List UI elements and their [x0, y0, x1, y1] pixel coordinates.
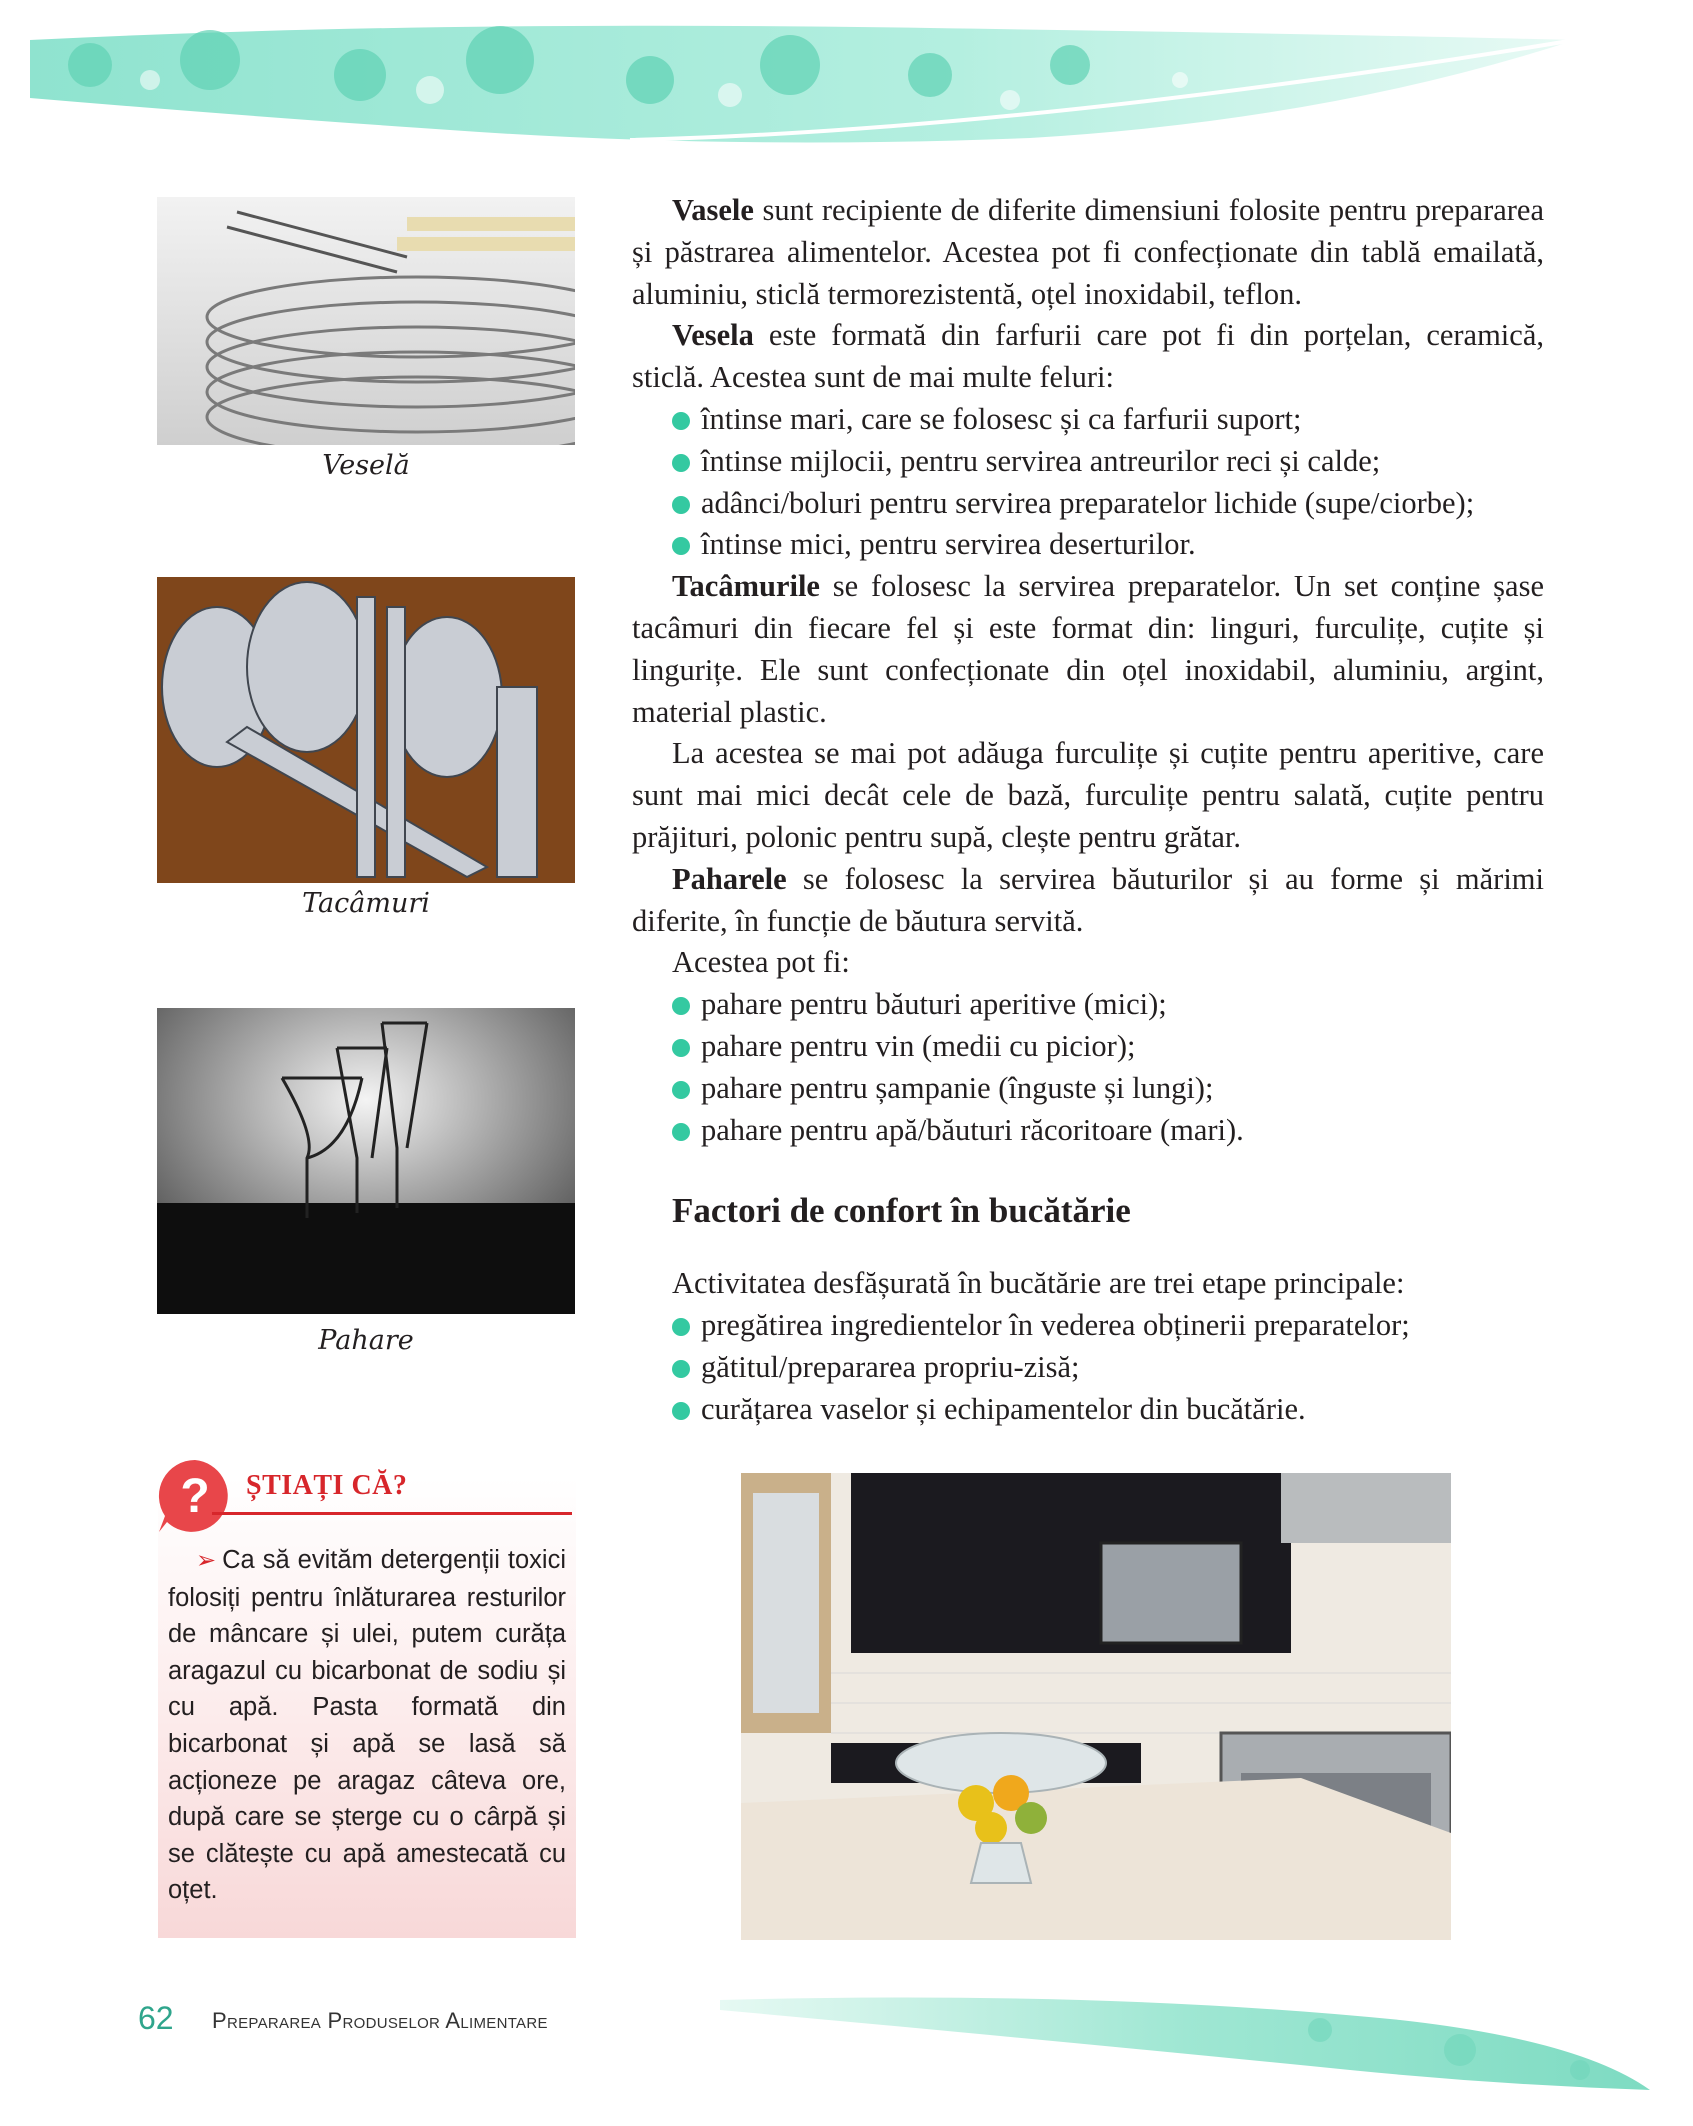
plates-photo	[157, 197, 575, 445]
list-item: curățarea vaselor și echipamentelor din bucătărie.	[672, 1389, 1544, 1431]
list-item: adânci/boluri pentru servirea preparatelor lichide (supe/ciorbe);	[672, 483, 1544, 525]
list-item: pahare pentru băuturi aperitive (mici);	[672, 984, 1544, 1026]
list-item: gătitul/prepararea propriu-zisă;	[672, 1347, 1544, 1389]
plates-caption: Veselă	[322, 450, 410, 481]
glasses-photo	[157, 1008, 575, 1314]
term-vesela: Vesela	[672, 318, 754, 353]
paragraph-paharele: Paharele se folosesc la servirea băuturilor și au forme și mărimi diferite, în funcție de băutura servită.	[632, 861, 1544, 938]
list-item: pahare pentru apă/băuturi răcoritoare (mari).	[672, 1110, 1544, 1152]
term-tacamurile: Tacâmurile	[672, 569, 820, 604]
glasses-list	[632, 984, 1544, 1151]
arrow-icon: ➢	[196, 1547, 217, 1574]
kitchen-photo	[741, 1473, 1451, 1940]
paragraph-vesela: Vesela este formată din farfurii care pot fi din porțelan, ceramică, sticlă. Acestea sunt de mai multe feluri:	[632, 318, 1544, 395]
question-icon	[155, 1456, 235, 1536]
term-paharele: Paharele	[672, 861, 787, 896]
list-item: pregătirea ingredientelor în vederea obținerii preparatelor;	[672, 1305, 1544, 1347]
plates-list	[632, 399, 1544, 566]
header-banner	[30, 20, 1590, 150]
running-footer-title: Prepararea Produselor Alimentare	[212, 2008, 548, 2033]
list-item: pahare pentru vin (medii cu picior);	[672, 1026, 1544, 1068]
section-heading: Factori de confort în bucătărie	[672, 1191, 1131, 1231]
cutlery-caption: Tacâmuri	[302, 888, 430, 919]
svg-text:?: ?	[180, 1470, 210, 1523]
stages-list	[632, 1305, 1544, 1430]
paragraph-vasele: Vasele sunt recipiente de diferite dimensiuni folosite pentru prepararea și păstrarea alimentelor. Acestea pot fi confecționate din tablă emailată, aluminiu, sticlă termorezistentă, oțel inoxidabil, teflon.	[632, 193, 1544, 311]
paragraph-tacamurile: Tacâmurile se folosesc la servirea preparatelor. Un set conține șase tacâmuri din fiecare fel și este format din: linguri, furculițe, cuțite și lingurițe. Ele sunt confecționate din oțel inoxidabil, aluminiu, argint, material plastic.	[632, 569, 1544, 729]
list-item: întinse mijlocii, pentru servirea antreurilor reci și calde;	[672, 441, 1544, 483]
page-number: 62	[138, 2000, 174, 2036]
list-item: întinse mici, pentru servirea deserturilor.	[672, 524, 1544, 566]
paragraph-additions: La acestea se mai pot adăuga furculițe și cuțite pentru aperitive, care sunt mai mici decât cele de bază, furculițe pentru salată, cuțite pentru prăjituri, polonic pentru supă, clește pentru grătar.	[632, 736, 1544, 854]
did-you-know-title: ȘTIAȚI CĂ?	[246, 1470, 408, 1501]
title-divider	[212, 1512, 572, 1515]
paragraph-glass-types-intro: Acestea pot fi:	[672, 945, 850, 980]
list-item: pahare pentru șampanie (înguste și lungi);	[672, 1068, 1544, 1110]
paragraph-stages-intro: Activitatea desfășurată în bucătărie are trei etape principale:	[672, 1266, 1405, 1301]
did-you-know-text: ➢ Ca să evităm detergenții toxici folosiți pentru înlăturarea resturilor de mâncare și ulei, putem curăța aragazul cu bicarbonat de sodiu și cu apă. Pasta formată din bicarbonat și apă se lasă să acționeze pe aragaz câteva ore, după care se șterge cu o cârpă și se clătește cu apă amestecată cu oțet.	[168, 1546, 566, 1905]
main-text-column	[632, 190, 1544, 1431]
cutlery-photo	[157, 577, 575, 883]
glasses-caption: Pahare	[318, 1325, 414, 1356]
footer-swoosh	[700, 1990, 1660, 2100]
list-item: întinse mari, care se folosesc și ca farfurii suport;	[672, 399, 1544, 441]
term-vasele: Vasele	[672, 193, 754, 227]
